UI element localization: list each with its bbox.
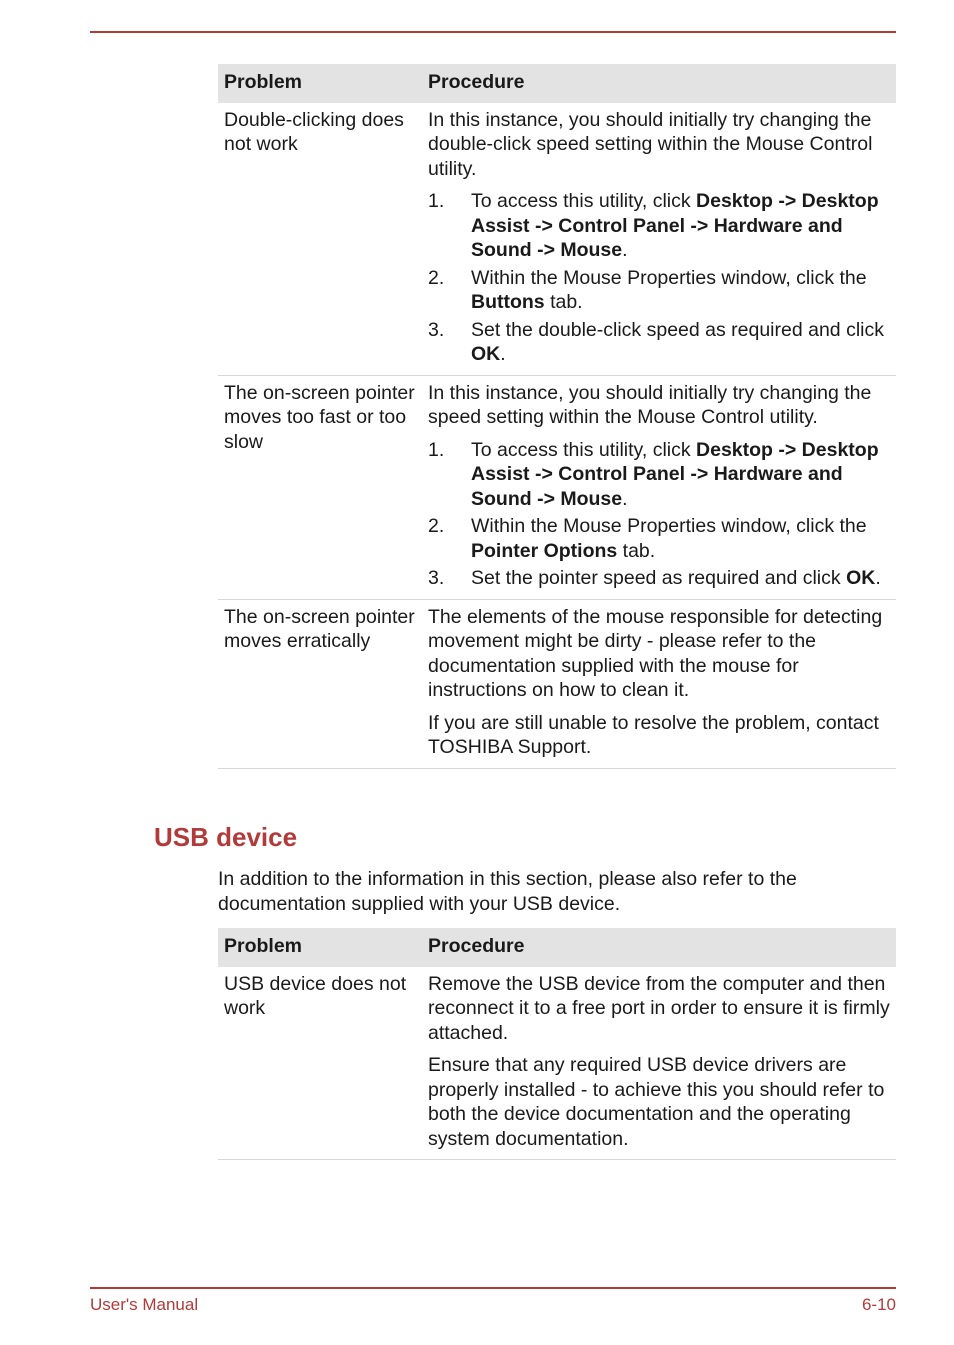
step-text: tab. [544, 291, 583, 313]
step-text: tab. [617, 539, 656, 562]
section-heading: USB device [154, 822, 298, 852]
step-number: 3. [428, 567, 445, 589]
step-number: 1. [428, 438, 445, 461]
step-text: Within the Mouse Properties window, click the [471, 266, 867, 289]
procedure-paragraph: Ensure that any required USB device drivers are properly installed - to achieve this you should refer to both the device documentation and the operating system documentation. [428, 1054, 885, 1150]
table-header-row [218, 64, 896, 103]
mouse-troubleshooting-table [218, 64, 896, 769]
procedure-cell [422, 103, 896, 376]
procedure-intro: In this instance, you should initially try changing the double-click speed setting within the Mouse Control utility. [428, 108, 873, 180]
procedure-paragraph: The elements of the mouse responsible for detecting movement might be dirty - please refer to the documentation supplied with the mouse for instructions on how to clean it. [428, 605, 883, 701]
table-row [218, 375, 896, 599]
problem-cell: USB device does not work [218, 967, 422, 1160]
footer-rule [90, 1287, 896, 1289]
procedure-cell [422, 599, 896, 768]
step-ui-term: Desktop -> Desktop Assist -> Control Panel -> Hardware and Sound -> Mouse [471, 190, 879, 261]
procedure-steps [428, 438, 892, 591]
problem-cell: The on-screen pointer moves too fast or too slow [218, 375, 422, 599]
problem-cell: Double-clicking does not work [218, 103, 422, 376]
procedure-step [428, 566, 892, 591]
step-text: Set the pointer speed as required and click [471, 567, 847, 589]
step-ui-term: Desktop -> Desktop Assist -> Control Panel -> Hardware and Sound -> Mouse [471, 438, 879, 510]
procedure-step [428, 318, 892, 367]
step-ui-term: Pointer Options [471, 539, 618, 562]
step-number: 3. [428, 318, 445, 341]
column-header-procedure: Procedure [422, 928, 896, 967]
procedure-paragraph: Remove the USB device from the computer and then reconnect it to a free port in order to ensure it is firmly attached. [428, 972, 890, 1044]
procedure-cell [422, 967, 896, 1160]
footer-manual-title: User's Manual [90, 1295, 199, 1314]
step-ui-term: OK [471, 343, 501, 365]
step-text: . [622, 487, 628, 510]
usb-troubleshooting-table [218, 928, 896, 1160]
step-text: To access this utility, click [471, 438, 697, 461]
procedure-intro: In this instance, you should initially try changing the speed setting within the Mouse Control utility. [428, 381, 872, 428]
footer-page-number: 6-10 [861, 1295, 896, 1314]
table-row [218, 103, 896, 376]
step-ui-term: OK [846, 567, 876, 589]
step-ui-term: Buttons [471, 291, 545, 313]
step-number: 1. [428, 190, 445, 212]
step-text: Within the Mouse Properties window, click the [471, 515, 867, 537]
column-header-problem: Problem [218, 928, 422, 967]
problem-cell: The on-screen pointer moves erratically [218, 599, 422, 768]
step-text: To access this utility, click [471, 190, 697, 212]
step-text: . [875, 567, 881, 589]
step-number: 2. [428, 515, 445, 537]
step-text: . [622, 239, 628, 261]
header-rule [90, 31, 896, 33]
step-text: . [500, 343, 506, 365]
procedure-step [428, 189, 892, 263]
procedure-paragraph: If you are still unable to resolve the problem, contact TOSHIBA Support. [428, 711, 879, 758]
column-header-problem: Problem [218, 64, 422, 103]
procedure-step [428, 438, 892, 512]
procedure-step [428, 514, 892, 563]
table-header-row [218, 928, 896, 967]
table-row [218, 599, 896, 768]
step-text: Set the double-click speed as required and click [471, 318, 884, 341]
procedure-cell [422, 375, 896, 599]
step-number: 2. [428, 266, 445, 289]
procedure-steps [428, 189, 892, 367]
section-intro: In addition to the information in this section, please also refer to the documentation supplied with your USB device. [218, 868, 797, 915]
table-row [218, 967, 896, 1160]
column-header-procedure: Procedure [422, 64, 896, 103]
procedure-step [428, 266, 892, 315]
